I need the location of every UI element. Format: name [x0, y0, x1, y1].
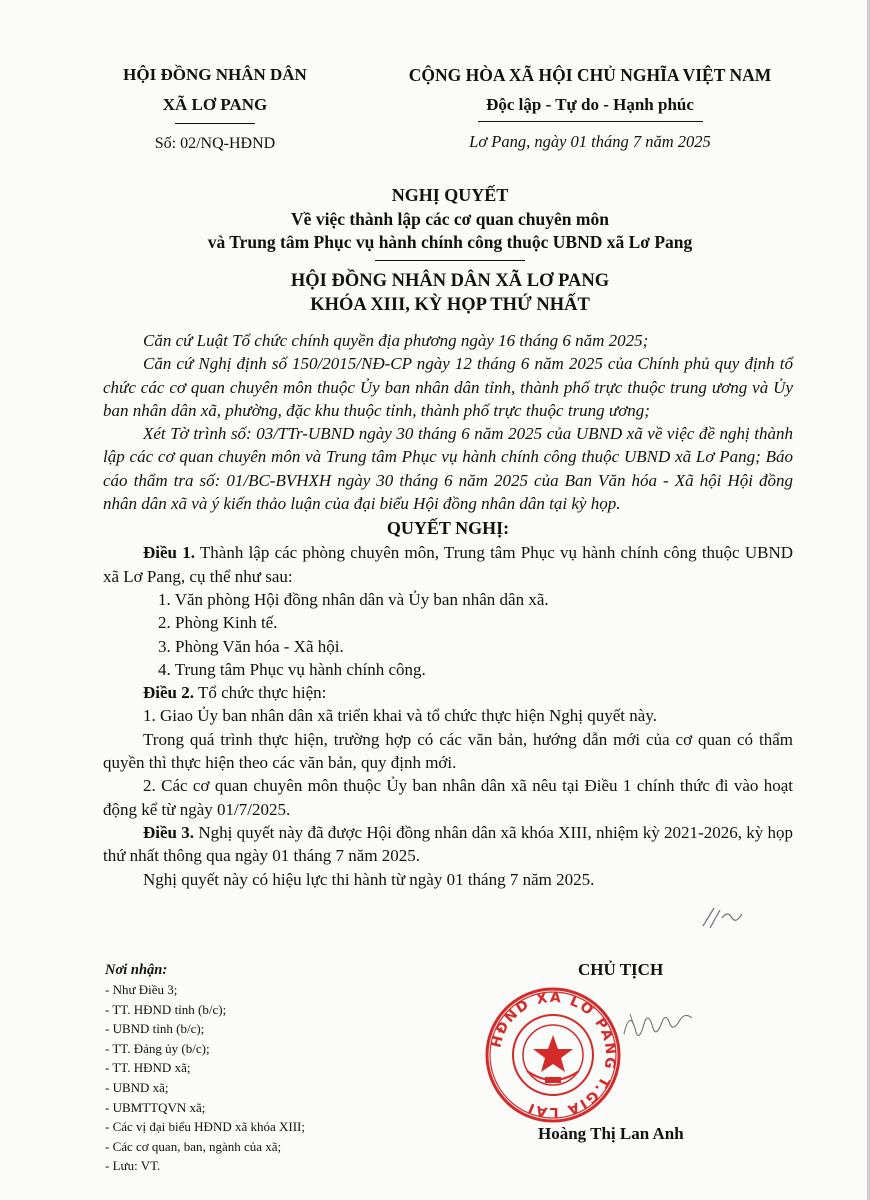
recipients-heading: Nơi nhận:: [105, 962, 168, 978]
article-2-paragraph: 2. Các cơ quan chuyên môn thuộc Ủy ban nhân dân xã nêu tại Điều 1 chính thức đi vào hoạt động kể từ ngày 01/7/2025.: [103, 776, 793, 819]
issuer-org-line2: XÃ LƠ PANG: [162, 95, 268, 114]
place-date: Lơ Pang, ngày 01 tháng 7 năm 2025: [469, 132, 711, 151]
article-1-item: 2. Phòng Kinh tế.: [158, 613, 278, 633]
recipient-item: - UBMTTQVN xã;: [105, 1099, 206, 1115]
issuer-underline: [175, 123, 255, 124]
signer-name: Hoàng Thị Lan Anh: [538, 1124, 684, 1143]
issuer-body-line1: HỘI ĐỒNG NHÂN DÂN XÃ LƠ PANG: [290, 271, 610, 291]
nation-title: CỘNG HÒA XÃ HỘI CHỦ NGHĨA VIỆT NAM: [408, 65, 772, 85]
recipient-item: - Như Điều 3;: [105, 982, 178, 997]
article-3: [103, 821, 793, 868]
document-type: NGHỊ QUYẾT: [391, 185, 509, 205]
initial-mark: [700, 902, 750, 930]
article-2-text: Tổ chức thực hiện:: [197, 683, 327, 703]
article-2-paragraph: 1. Giao Ủy ban nhân dân xã triển khai và tổ chức thực hiện Nghị quyết này.: [143, 706, 657, 726]
article-2: [103, 681, 793, 704]
subject-line2: và Trung tâm Phục vụ hành chính công thuộc UBND xã Lơ Pang: [207, 232, 693, 252]
national-header: [370, 60, 810, 154]
recipient-item: - TT. HĐND tỉnh (b/c);: [105, 1001, 227, 1017]
document-number: Số: 02/NQ-HĐND: [154, 135, 276, 152]
title-underline: [375, 260, 525, 261]
seal-text: HĐND XÃ LƠ PANG T.GIA LAI: [488, 989, 619, 1121]
article-3-label: Điều 3.: [143, 822, 195, 842]
recipient-item: - TT. HĐND xã;: [105, 1060, 191, 1076]
legal-basis-2: Căn cứ Nghị định số 150/2015/NĐ-CP ngày 12 tháng 6 năm 2025 của Chính phủ quy định tổ chức các cơ quan chuyên môn thuộc Ủy ban nhân dân tỉnh, thành phố trực thuộc trung ương và Ủy ban nhân dân xã, phường, đặc khu thuộc tỉnh, thành phố trực thuộc trung ương;: [103, 354, 793, 420]
article-2-paragraph: Trong quá trình thực hiện, trường hợp có các văn bản, hướng dẫn mới của cơ quan có thẩm quyền thì thực hiện theo các văn bản, quy định mới.: [103, 729, 793, 773]
legal-basis-1: Căn cứ Luật Tổ chức chính quyền địa phương ngày 16 tháng 6 năm 2025;: [143, 331, 649, 350]
recipient-item: - Các cơ quan, ban, ngành của xã;: [105, 1138, 282, 1154]
article-2-label: Điều 2.: [143, 683, 194, 703]
issuer-header: [85, 60, 345, 156]
article-1-item: 1. Văn phòng Hội đồng nhân dân và Ủy ban nhân dân xã.: [158, 589, 549, 609]
document-body: [103, 329, 793, 891]
subject-line1: Về việc thành lập các cơ quan chuyên môn: [291, 209, 609, 229]
consideration: Xét Tờ trình số: 03/TTr-UBND ngày 30 tháng 6 năm 2025 của UBND xã về việc đề nghị thành lập các cơ quan chuyên môn và Trung tâm Phục vụ hành chính công thuộc UBND xã Lơ Pang; Báo cáo thẩm tra số: 01/BC-BVHXH ngày 30 tháng 6 năm 2025 của Ban Văn hóa - Xã hội Hội đồng nhân dân xã và ý kiến thảo luận của đại biểu Hội đồng nhân dân tại kỳ họp.: [103, 424, 793, 514]
recipient-item: - UBND tỉnh (b/c);: [105, 1021, 205, 1037]
recipients-block: [105, 960, 305, 1176]
official-seal: [483, 985, 623, 1125]
article-1-text: Thành lập các phòng chuyên môn, Trung tâm Phục vụ hành chính công thuộc UBND xã Lơ Pang, cụ thể như sau:: [103, 543, 794, 586]
recipient-item: - TT. Đảng ủy (b/c);: [105, 1040, 210, 1056]
article-1-item: 4. Trung tâm Phục vụ hành chính công.: [158, 659, 426, 679]
issuer-org-line1: HỘI ĐỒNG NHÂN DÂN: [123, 65, 307, 84]
article-1: [103, 541, 793, 588]
recipient-item: - Lưu: VT.: [105, 1158, 161, 1174]
article-1-label: Điều 1.: [143, 543, 195, 563]
national-motto: Độc lập - Tự do - Hạnh phúc: [486, 95, 694, 114]
effective-date-paragraph: Nghị quyết này có hiệu lực thi hành từ ngày 01 tháng 7 năm 2025.: [143, 869, 595, 889]
issuer-body-line2: KHÓA XIII, KỲ HỌP THỨ NHẤT: [310, 295, 590, 315]
signature-scribble: [620, 996, 700, 1046]
recipient-item: - Các vị đại biểu HĐND xã khóa XIII;: [105, 1119, 305, 1135]
article-1-item: 3. Phòng Văn hóa - Xã hội.: [158, 636, 344, 656]
recipient-item: - UBND xã;: [105, 1079, 169, 1095]
title-block: [80, 183, 820, 317]
signer-title: CHỦ TỊCH: [578, 960, 664, 979]
article-3-text: Nghị quyết này đã được Hội đồng nhân dân xã khóa XIII, nhiệm kỳ 2021-2026, kỳ họp thứ nhất thông qua ngày 01 tháng 7 năm 2025.: [103, 822, 794, 866]
decision-heading: QUYẾT NGHỊ:: [386, 518, 510, 539]
motto-underline: [478, 121, 703, 122]
